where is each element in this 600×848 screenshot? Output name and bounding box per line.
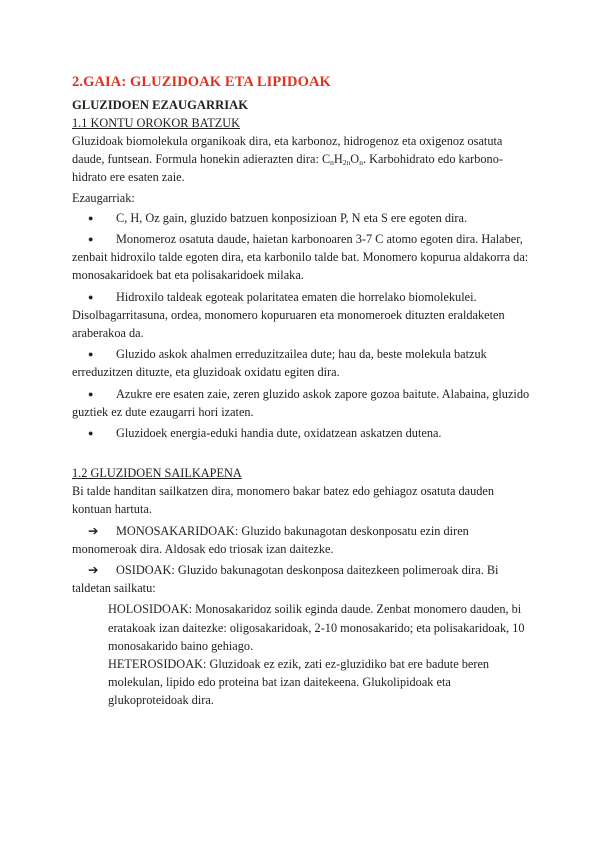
intro-paragraph: Gluzidoak biomolekula organikoak dira, eta karbonoz, hidrogenoz eta oxigenoz osatuta daude, funtsean. Formula honekin adierazten dira: $C_nH_{2n}O_n$. Karbohidrato edo karbono-hidrato ere esaten zaie.: [72, 134, 503, 185]
holosidoak-paragraph: HOLOSIDOAK: Monosakaridoz soilik eginda daude. Zenbat monomero dauden, bi eratakoak izan daitezke: oligosakaridoak, 2-10 monosakarido; eta polisakaridoak, 10 monosakarido baino gehiago.: [108, 602, 525, 653]
heterosidoak-paragraph: HETEROSIDOAK: Gluzidoak ez ezik, zati ez-gluzidiko bat ere badute beren molekulan, lipido edo proteina bat izan daitekeena. Glukolipidoak eta glukoproteidoak dira.: [108, 657, 490, 708]
bullet-icon: ●: [88, 234, 94, 245]
list-item: ● C, H, Oz gain, gluzido batzuen konposizioan P, N eta S ere egoten dira.: [72, 209, 534, 227]
features-list: [72, 209, 534, 306]
subsection-heading-1-2: 1.2 GLUZIDOEN SAILKAPENA: [72, 466, 242, 481]
osidoak-subtypes: [108, 600, 534, 709]
list-item: ● Azukre ere esaten zaie, zeren gluzido askok zapore gozoa baitute. Alabaina, gluzido guztiek ez dute ezaugarri hori izaten.: [72, 386, 530, 419]
classification-list: [72, 522, 534, 598]
list-item: ● Gluzido askok ahalmen erreduzitzailea dute; hau da, beste molekula batzuk erreduzitzen dituzte, eta gluzidoak oxidatu egiten dira.: [72, 347, 487, 380]
list-item: ➔ OSIDOAK: Gluzido bakunagotan deskonposa daitezkeen polimeroak dira. Bi taldetan sailkatu:: [72, 563, 499, 596]
list-item: ● Monomeroz osatuta daude, haietan karbonoaren 3-7 C atomo egoten dira. Halaber, zenbait hidroxilo talde egoten dira, eta karbonilo talde bat. Monomero kopurua aldakorra da: monosakaridoek bat eta polisakaridoek milaka.: [72, 232, 529, 283]
list-item: ● Gluzidoek energia-eduki handia dute, oxidatzean askatzen dutena.: [72, 424, 534, 442]
document-content: [72, 72, 534, 710]
subsection-heading-1-1: 1.1 KONTU OROKOR BATZUK: [72, 116, 241, 130]
arrow-right-icon: ➔: [88, 563, 99, 578]
bullet-icon: ●: [88, 388, 94, 399]
features-list-2: [72, 345, 534, 442]
chapter-title: 2.GAIA: GLUZIDOAK ETA LIPIDOAK: [72, 74, 331, 90]
bullet-icon: ●: [88, 428, 94, 439]
list-item: ● Hidroxilo taldeak egoteak polaritatea ematen die horrelako biomolekulei.: [72, 288, 534, 306]
bullet-icon: ●: [88, 212, 94, 223]
bullet-icon: ●: [88, 349, 94, 360]
classification-intro: Bi talde handitan sailkatzen dira, monomero bakar batez edo gehiagoz osatuta dauden kontuan hartuta.: [72, 484, 495, 517]
bullet-icon: ●: [88, 291, 94, 302]
section-title: GLUZIDOEN EZAUGARRIAK: [72, 98, 248, 112]
list-continuation: Disolbagarritasuna, ordea, monomero kopuruaren eta monomeroek dituzten eraldaketen araberakoa da.: [72, 307, 505, 341]
features-label: Ezaugarriak:: [72, 190, 135, 205]
arrow-right-icon: ➔: [88, 523, 99, 538]
list-item: ➔ MONOSAKARIDOAK: Gluzido bakunagotan deskonposatu ezin diren monomeroak dira. Aldosak edo triosak izan daitezke.: [72, 523, 469, 556]
